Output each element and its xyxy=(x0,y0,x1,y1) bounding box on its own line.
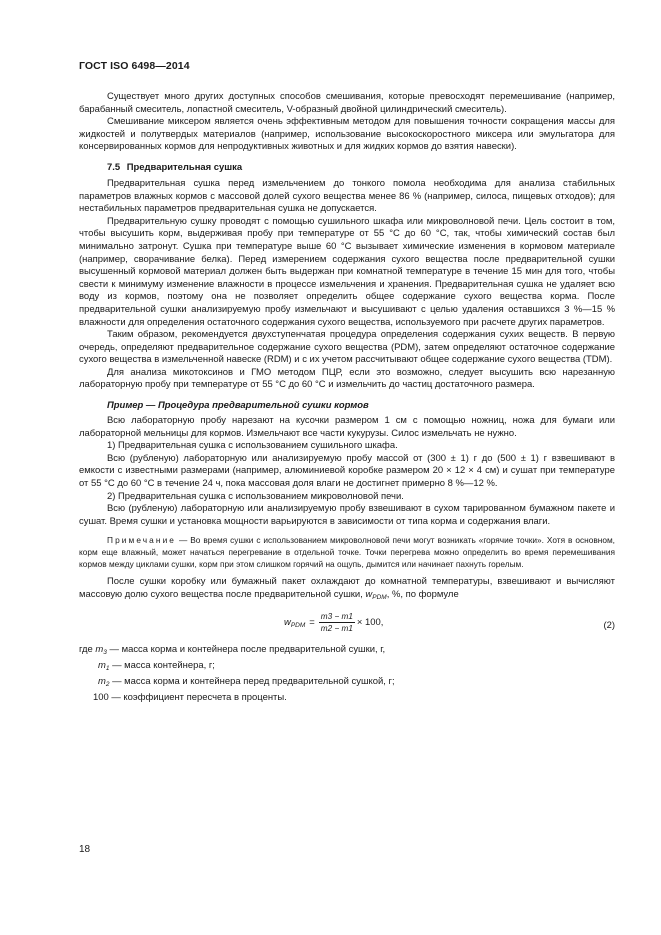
document-page xyxy=(79,60,615,708)
where-item: 100 — коэффициент пересчета в проценты. xyxy=(93,691,287,703)
where-list xyxy=(79,644,615,707)
note xyxy=(79,535,615,570)
example-paragraph: Всю лабораторную пробу нарезают на кусочки размером 1 см с помощью ножниц, ножа для бумаги или лабораторной мельницы для кормов. Измельчают все части кукурузы. Силос измельчать не нужно. xyxy=(79,415,615,439)
example-paragraph: Всю (рубленую) лабораторную или анализируемую пробу массой от (300 ± 1) г до (500 ± 1) г взвешивают в емкости с известными размерами (например, алюминиевой коробке размером 20 × 12 × 4 см) и сушат при температуре от 55 °С до 60 °С в течение 24 ч, пока массовая доля влаги не достигнет примерно 8 %—12 %. xyxy=(79,452,615,490)
where-item: где $m_3$ — масса корма и контейнера после предварительной сушки, г, xyxy=(79,644,386,657)
example-paragraph: Всю (рубленую) лабораторную или анализируемую пробу взвешивают в сухом тарированном бумажном пакете и сушат. Время сушки и установка мощности варьируются в зависимости от типа корма и содержания влаги. xyxy=(79,503,615,527)
where-item: $m_2$ — масса корма и контейнера перед предварительной сушкой, г; xyxy=(98,675,395,688)
formula-multiplier: × 100, xyxy=(356,617,384,629)
formula-number: (2) xyxy=(603,620,615,632)
formula-denominator: m2 − m1 xyxy=(320,624,353,634)
paragraph: Таким образом, рекомендуется двухступенчатая процедура определения содержания сухих веществ. В первую очередь, определяют предварительное содержание сухого вещества (PDM), затем определяют остаточное содержание сухого вещества в измельченной навеске (RDM) и с их учетом рассчитывают общее содержание сухого вещества (TDM). xyxy=(79,329,615,366)
formula-block xyxy=(79,610,615,640)
paragraph: Предварительная сушка перед измельчением до тонкого помола необходима для анализа стабильных параметров влажных кормов с массовой долей сухого вещества менее 86 % (например, силоса, пищевых отходов); для нестабильных параметров предварительная сушка не допускается. xyxy=(79,177,615,215)
paragraph: Предварительную сушку проводят с помощью сушильного шкафа или микроволновой печи. Цель состоит в том, чтобы высушить корм, выдерживая пробу при температуре от 55 °С до 60 °С, так, чтобы химический состав был минимально затронут. Сушка при температуре выше 60 °С вызывает химические изменения в кормовом материале (например, сворачивание белка). Перед измерением содержания сухого вещества после предварительной сушки высушенный кормовой материал должен быть выдержан при комнатной температуре в течение 15 мин для того, чтобы свести к минимуму изменение влажности в процессе измельчения и хранения. Предварительная сушка не удаляет всю воду из кормов, поэтому она не позволяет определить общее содержание сухого вещества корма. После предварительной сушки анализируемую пробу измельчают и высушивают с целью удаления оставшихся 3 %—15 % влажности для определения остаточного содержания сухого вещества, используемого при расчете других параметров. xyxy=(79,215,615,328)
formula-equals: = xyxy=(309,617,315,629)
formula-fraction xyxy=(319,612,355,633)
note-label: Примечание xyxy=(107,535,177,546)
section-title: Предварительная сушка xyxy=(126,161,243,173)
paragraph: После сушки коробку или бумажный пакет охлаждают до комнатной температуры, взвешивают и вычисляют массовую долю сухого вещества после предварительной сушки, $w_{PDM}$, %, по формуле xyxy=(79,576,615,601)
where-item: $m_1$ — масса контейнера, г; xyxy=(98,660,215,673)
paragraph: Существует много других доступных способов смешивания, которые превосходят перемешивание (например, барабанный смеситель, лопастной смеситель, V-образный двойной цилиндрический смеситель). xyxy=(79,91,615,115)
note-text: — Во время сушки с использованием микроволновой печи могут возникать «горячие точки». Хотя в основном, корм еще влажный, может начаться перегревание в отдельной точке. Точки перегрева можно определить во время перемешивания кормов между циклами сушки, корм при этом слишком горячий на ощупь, дымится или начинает пахнуть горелым. xyxy=(79,535,615,569)
section-heading xyxy=(79,162,615,173)
formula-numerator: m3 − m1 xyxy=(320,612,353,622)
example-step: 2) Предварительная сушка с использованием микроволновой печи. xyxy=(107,490,404,502)
section-number: 7.5 xyxy=(107,161,121,173)
example-step: 1) Предварительная сушка с использованием сушильного шкафа. xyxy=(107,440,398,452)
paragraph: Смешивание миксером является очень эффективным методом для повышения точности сокращения массы для жидкостей и полутвердых материалов (например, использование высокоскоростного миксера или эмульгатора для консервированных кормов для непродуктивных животных и для жидких кормов до взятия навески). xyxy=(79,116,615,153)
document-header: ГОСТ ISO 6498—2014 xyxy=(79,60,190,72)
example-title: Пример — Процедура предварительной сушки кормов xyxy=(107,400,369,412)
formula xyxy=(284,612,383,633)
page-number: 18 xyxy=(79,844,91,855)
formula-lhs: $w_{PDM}$ xyxy=(284,616,306,629)
paragraph: Для анализа микотоксинов и ГМО методом ПЦР, если это возможно, следует высушить всю нарезанную лабораторную пробу при температуре от 55 °С до 60 °С и измельчить до частиц достаточного размера. xyxy=(79,366,615,391)
